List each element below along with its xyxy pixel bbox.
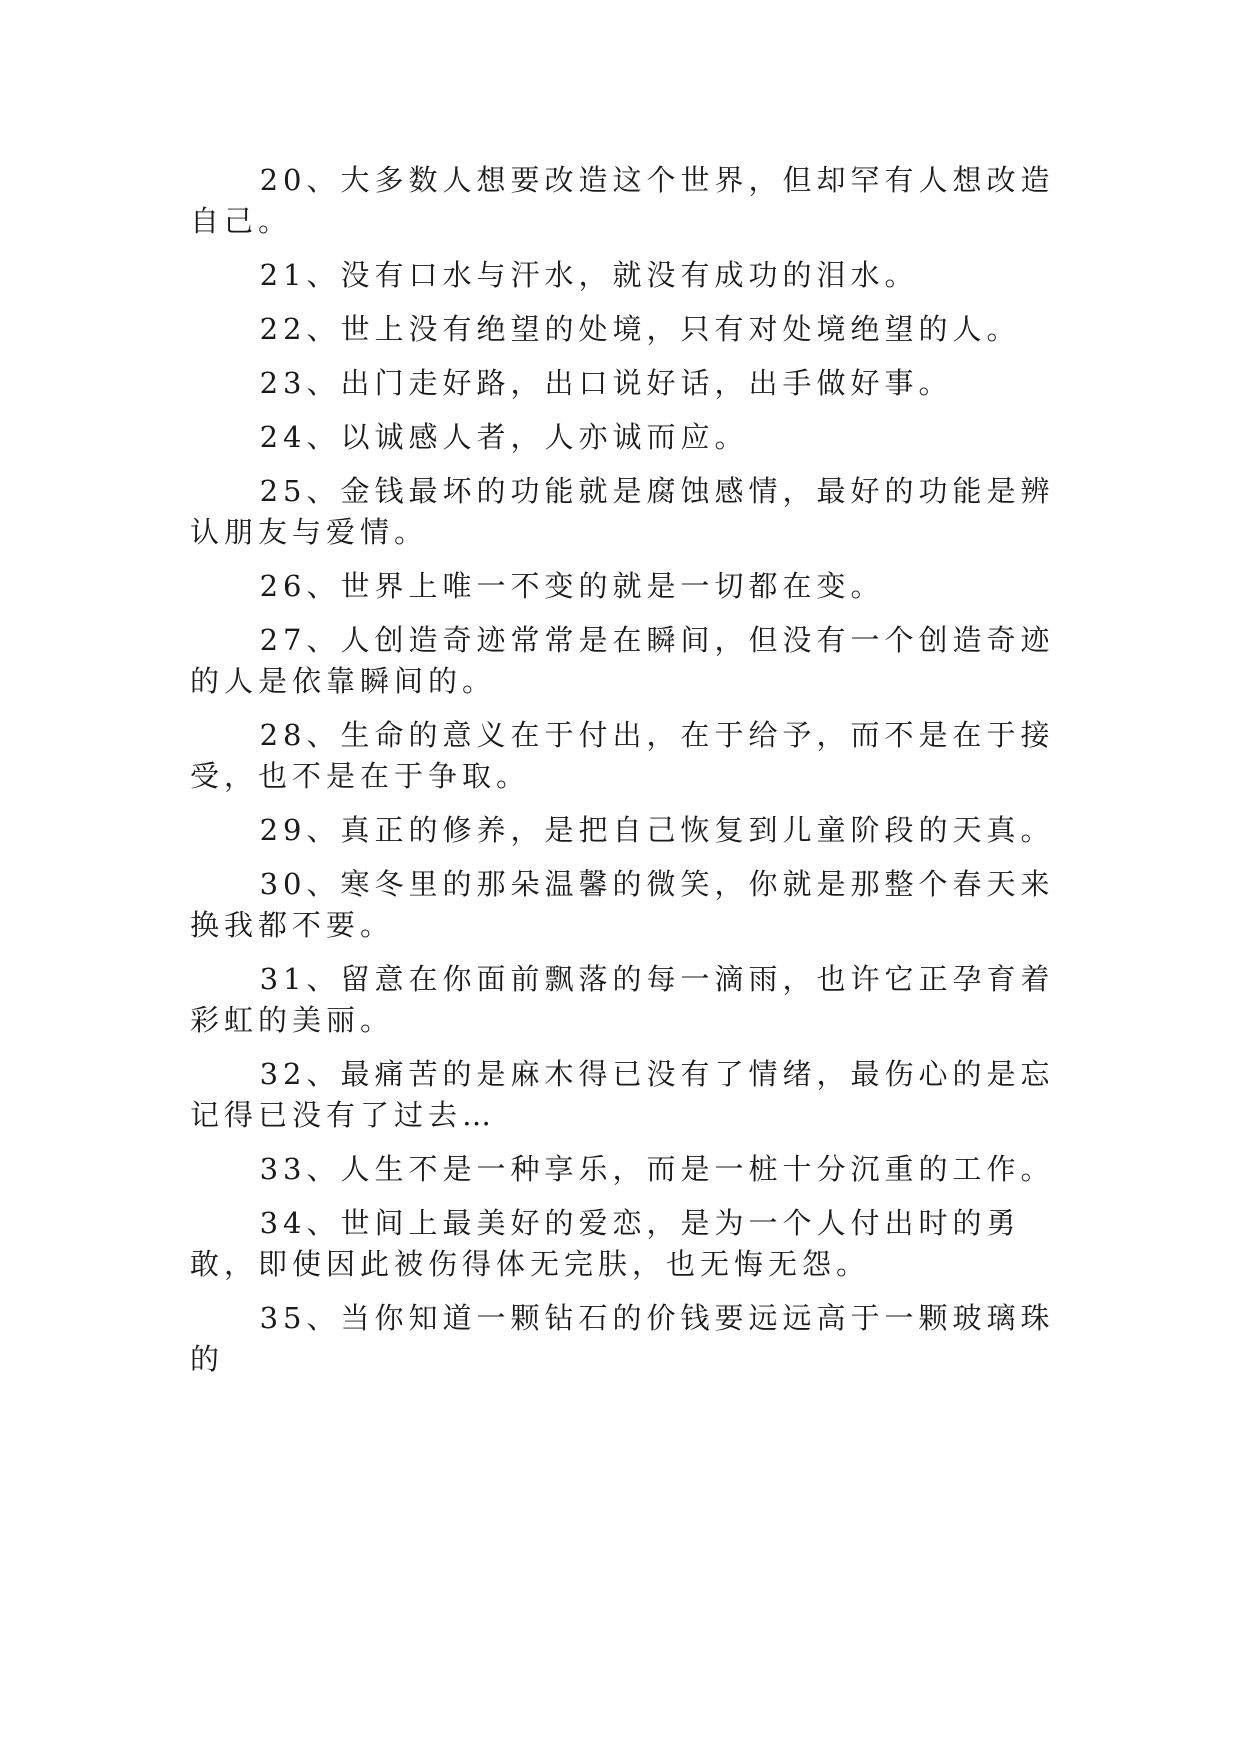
quote-paragraph: 33、人生不是一种享乐，而是一桩十分沉重的工作。 [259,1152,1055,1186]
quote-paragraph: 35、当你知道一颗钻石的价钱要远远高于一颗玻璃珠的 [190,1301,1055,1376]
quote-paragraph: 24、以诚感人者，人亦诚而应。 [259,420,749,454]
quote-paragraph: 20、大多数人想要改造这个世界，但却罕有人想改造自己。 [190,163,1055,238]
quote-paragraph: 22、世上没有绝望的处境，只有对处境绝望的人。 [259,312,1021,346]
quote-paragraph: 30、寒冬里的那朵温馨的微笑，你就是那整个春天来换我都不要。 [190,867,1055,942]
quote-paragraph: 29、真正的修养，是把自己恢复到儿童阶段的天真。 [259,813,1055,847]
quote-paragraph: 34、世间上最美好的爱恋，是为一个人付出时的勇敢，即使因此被伤得体无完肤，也无悔无怨。 [190,1206,1021,1281]
quote-paragraph: 21、没有口水与汗水，就没有成功的泪水。 [259,258,919,292]
quote-paragraph: 26、世界上唯一不变的就是一切都在变。 [259,569,885,603]
quote-paragraph: 31、留意在你面前飘落的每一滴雨，也许它正孕育着彩虹的美丽。 [190,962,1055,1037]
quote-paragraph: 25、金钱最坏的功能就是腐蚀感情，最好的功能是辨认朋友与爱情。 [190,474,1055,549]
document-body [190,160,1070,1393]
quote-paragraph: 27、人创造奇迹常常是在瞬间，但没有一个创造奇迹的人是依靠瞬间的。 [190,623,1055,698]
quote-paragraph: 23、出门走好路，出口说好话，出手做好事。 [259,366,953,400]
quote-paragraph: 28、生命的意义在于付出，在于给予，而不是在于接受，也不是在于争取。 [190,718,1055,793]
quote-paragraph: 32、最痛苦的是麻木得已没有了情绪，最伤心的是忘记得已没有了过去… [190,1057,1055,1132]
